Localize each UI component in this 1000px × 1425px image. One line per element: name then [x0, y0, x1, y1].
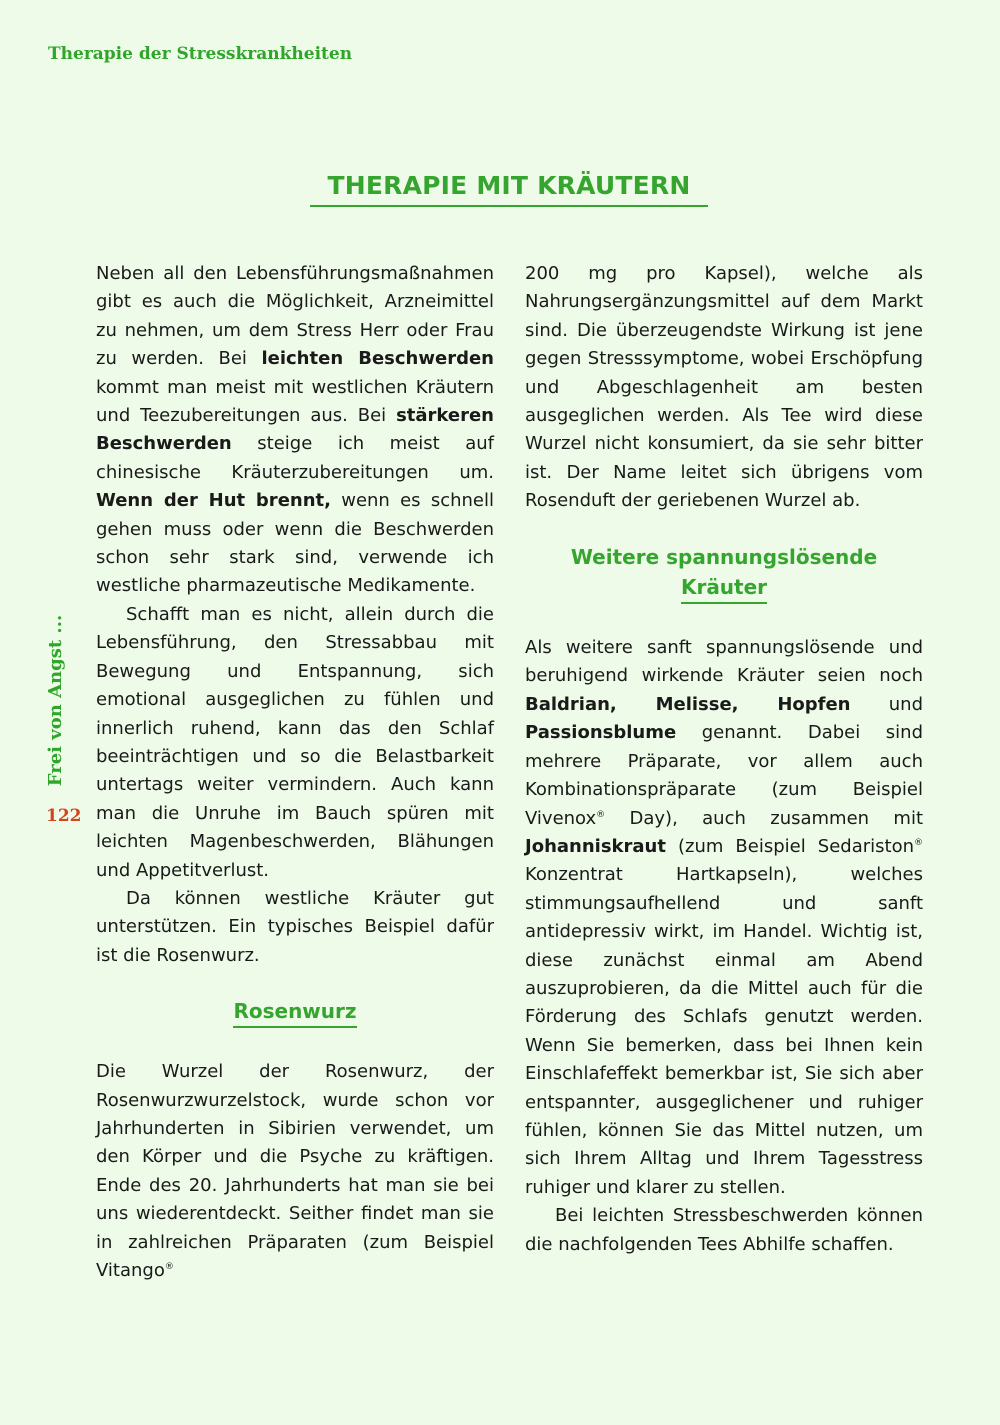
- bold-staerkere-beschwerden: stärkeren Beschwerden: [96, 405, 494, 455]
- page-title: THERAPIE MIT KRÄUTERN: [310, 171, 708, 207]
- paragraph-lebensfuehrung: Schafft man es nicht, allein durch die Lebensführung, den Stressabbau mit Bewegung und Entspannung, sich emotional ausgeglichen zu fühlen und innerlich ruhend, kann das den Schlaf beeinträchtigen und so die Belastbarkeit untertags weiter vermindern. Auch kann man die Unruhe im Bauch spüren mit leichten Magenbeschwerden, Blähungen und Appetitverlust.: [96, 603, 494, 881]
- paragraph-intro: Neben all den Lebensführungsmaßnahmen gibt es auch die Möglichkeit, Arzneimittel zu nehmen, um dem Stress Herr oder Frau zu werden. Bei leichten Beschwerden kommt man meist mit westlichen Kräutern und Teezubereitungen aus. Bei stärkeren Beschwerden steige ich meist auf chinesische Kräuterzubereitungen um. Wenn der Hut brennt, wenn es schnell gehen muss oder wenn die Beschwerden schon sehr stark sind, verwende ich westliche pharmazeutische Medikamente.: [96, 263, 494, 597]
- paragraph-tees: Bei leichten Stressbeschwerden können die nachfolgenden Tees Abhilfe schaffen.: [525, 1205, 923, 1255]
- right-column: [525, 260, 923, 1259]
- bold-wenn-der-hut-brennt: Wenn der Hut brennt,: [96, 490, 331, 512]
- running-header: Therapie der Stresskrankheiten: [48, 44, 353, 64]
- bold-leichte-beschwerden: leichten Beschwerden: [261, 348, 494, 370]
- bold-passionsblume: Passionsblume: [525, 722, 677, 744]
- bold-baldrian-melisse-hopfen: Baldrian, Melisse, Hopfen: [525, 693, 851, 715]
- book-title-vertical: Frei von Angst ...: [45, 614, 67, 786]
- page-number: 122: [46, 806, 82, 826]
- heading-weitere-kraeuter: Weitere spannungslösende Kräuter: [525, 543, 923, 604]
- bold-johanniskraut: Johanniskraut: [525, 835, 666, 857]
- heading-rosenwurz: Rosenwurz: [96, 997, 494, 1028]
- side-book-title: [36, 600, 76, 800]
- paragraph-rosenwurz-cont: 200 mg pro Kapsel), welche als Nahrungsergänzungsmittel auf dem Markt sind. Die überzeugendste Wirkung ist jene gegen Stresssymptome, wobei Erschöpfung und Abgeschlagenheit am besten ausgeglichen werden. Als Tee wird diese Wurzel nicht konsumiert, da sie sehr bitter ist. Der Name leitet sich übrigens vom Rosenduft der geriebenen Wurzel ab.: [525, 263, 923, 512]
- paragraph-weitere-kraeuter: Als weitere sanft spannungslösende und beruhigend wirkende Kräuter seien noch Baldrian, Melisse, Hopfen und Passionsblume genannt. Dabei sind mehrere Präparate, vor allem auch Kombinationspräparate (zum Beispiel Vivenox® Day), auch zusammen mit Johanniskraut (zum Beispiel Sedariston® Konzentrat Hartkapseln), welches stimmungsaufhellend und sanft antidepressiv wirkt, im Handel. Wichtig ist, diese zunächst einmal am Abend auszuprobieren, da die Mittel auch für die Förderung des Schlafs genutzt werden. Wenn Sie bemerken, dass bei Ihnen kein Einschlafeffekt bemerkbar ist, Sie sich aber entspannter, ausgeglichener und ruhiger fühlen, können Sie das Mittel nutzen, um sich Ihrem Alltag und Ihrem Tagesstress ruhiger und klarer zu stellen.: [525, 637, 924, 1198]
- paragraph-rosenwurz: Die Wurzel der Rosenwurz, der Rosenwurzwurzelstock, wurde schon vor Jahrhunderten in Sibirien verwendet, um den Körper und die Psyche zu kräftigen. Ende des 20. Jahrhunderts hat man sie bei uns wiederentdeckt. Seither findet man sie in zahlreichen Präparaten (zum Beispiel Vitango®: [96, 1061, 494, 1281]
- left-column: [96, 260, 494, 1285]
- paragraph-kraeuter: Da können westliche Kräuter gut unterstützen. Ein typisches Beispiel dafür ist die Rosenwurz.: [96, 887, 494, 966]
